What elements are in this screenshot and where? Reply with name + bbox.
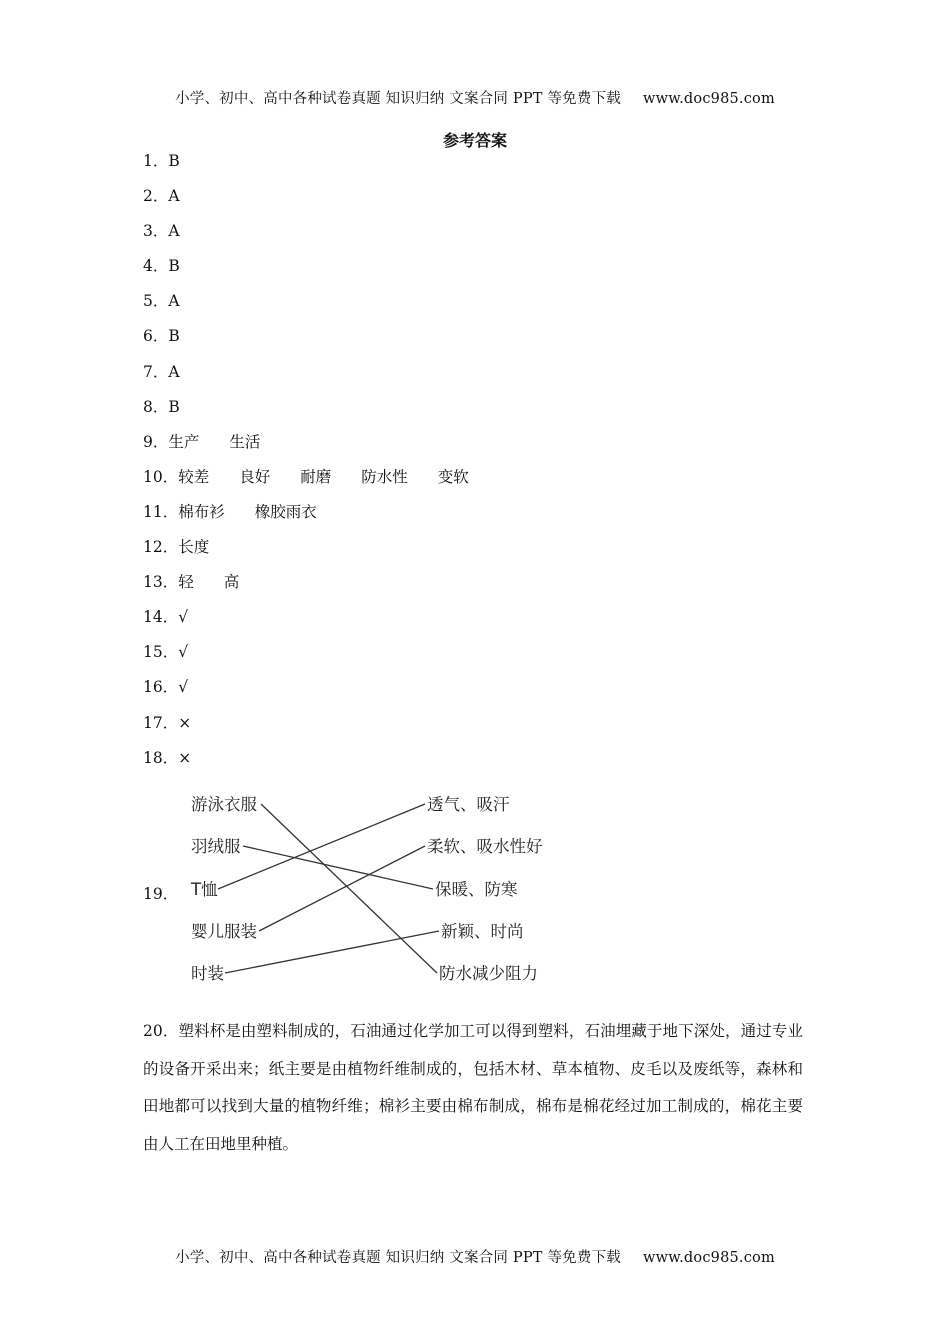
answer-number: 17． [143, 713, 179, 732]
answer-value: 生活 [229, 432, 261, 451]
answer-value: 橡胶雨衣 [254, 502, 317, 521]
page-footer [0, 1246, 950, 1267]
answer-number: 14． [143, 608, 179, 627]
match-right-item: 防水减少阻力 [439, 964, 538, 983]
match-line [259, 846, 425, 931]
answer-number: 3． [143, 222, 169, 241]
answer-value: 长度 [178, 538, 210, 557]
header-text: 小学、初中、高中各种试卷真题 知识归纳 文案合同 PPT 等免费下载 [175, 91, 621, 107]
answer-row [143, 431, 823, 466]
match-right-item: 柔软、吸水性好 [427, 837, 543, 856]
match-right-item: 透气、吸汗 [427, 795, 510, 814]
answer-row [143, 747, 823, 782]
answer-value: A [168, 292, 180, 311]
question-19 [143, 782, 593, 992]
answer-number: 2． [143, 187, 169, 206]
answer-number: 15． [143, 643, 179, 662]
answer-number: 8． [143, 397, 169, 416]
answer-row [143, 466, 823, 501]
answer-number: 1． [143, 152, 169, 170]
answer-value: × [178, 748, 192, 767]
answer-number: 11． [143, 502, 179, 521]
answer-value: 生产 [168, 432, 200, 451]
answer-number: 12． [143, 538, 179, 557]
answer-value: 较差 [178, 467, 210, 486]
answer-row [143, 150, 823, 185]
answer-value: A [168, 222, 180, 241]
answer-value: B [168, 152, 180, 170]
answer-row [143, 396, 823, 431]
answer-value: B [168, 397, 180, 416]
page-header [0, 87, 950, 108]
answer-row [143, 501, 823, 536]
answer-value: 变软 [437, 467, 469, 486]
matching-diagram [143, 782, 593, 992]
match-right-item: 新颖、时尚 [441, 922, 524, 941]
answer-value: √ [178, 643, 189, 662]
answer-value: B [168, 257, 180, 276]
answer-row [143, 290, 823, 325]
question-20 [143, 1013, 803, 1163]
answer-row [143, 606, 823, 641]
answer-row [143, 325, 823, 360]
answer-value: 耐磨 [300, 467, 332, 486]
answer-number: 7． [143, 362, 169, 381]
match-line [218, 804, 425, 889]
answer-value: 棉布衫 [178, 502, 225, 521]
answer-row [143, 255, 823, 290]
question-number: 20． [143, 1022, 179, 1040]
answer-value: √ [178, 608, 189, 627]
match-line [225, 931, 439, 973]
page-title: 参考答案 [442, 131, 507, 150]
answer-value: A [168, 187, 180, 206]
answer-value: B [168, 327, 180, 346]
answer-row [143, 571, 823, 606]
answer-value: A [168, 362, 180, 381]
footer-text: 小学、初中、高中各种试卷真题 知识归纳 文案合同 PPT 等免费下载 [175, 1250, 621, 1266]
match-left-item: 时装 [191, 964, 224, 983]
match-left-item: 羽绒服 [191, 837, 241, 856]
answer-row [143, 536, 823, 571]
footer-site: www.doc985.com [642, 1250, 775, 1266]
answer-row [143, 220, 823, 255]
match-left-item: 婴儿服装 [191, 922, 257, 941]
answer-value: × [178, 713, 192, 732]
answer-list [143, 150, 823, 782]
question-number: 19． [143, 885, 179, 903]
answer-text: 塑料杯是由塑料制成的，石油通过化学加工可以得到塑料，石油埋藏于地下深处，通过专业的设备开采出来；纸主要是由植物纤维制成的，包括木材、草本植物、皮毛以及废纸等，森林和田地都可以找到大量的植物纤维；棉衫主要由棉布制成，棉布是棉花经过加工制成的，棉花主要由人工在田地里种植。 [143, 1022, 803, 1153]
answer-value: √ [178, 678, 189, 697]
answer-value: 防水性 [361, 467, 408, 486]
answer-value: 高 [223, 573, 240, 592]
match-left-item: 游泳衣服 [191, 795, 257, 814]
answer-row [143, 361, 823, 396]
match-line [261, 804, 437, 973]
answer-number: 5． [143, 292, 169, 311]
answer-row [143, 712, 823, 747]
answer-number: 6． [143, 327, 169, 346]
answer-number: 16． [143, 678, 179, 697]
answer-value: 良好 [239, 467, 271, 486]
answer-row [143, 641, 823, 676]
answer-row [143, 676, 823, 711]
answer-row [143, 185, 823, 220]
answer-number: 13． [143, 573, 179, 592]
match-right-item: 保暖、防寒 [435, 880, 518, 899]
answer-number: 18． [143, 748, 179, 767]
answer-value: 轻 [178, 573, 194, 592]
answer-number: 4． [143, 257, 169, 276]
header-site: www.doc985.com [642, 91, 775, 107]
match-left-item: T恤 [191, 880, 218, 899]
answer-number: 10． [143, 467, 179, 486]
answer-number: 9． [143, 432, 169, 451]
